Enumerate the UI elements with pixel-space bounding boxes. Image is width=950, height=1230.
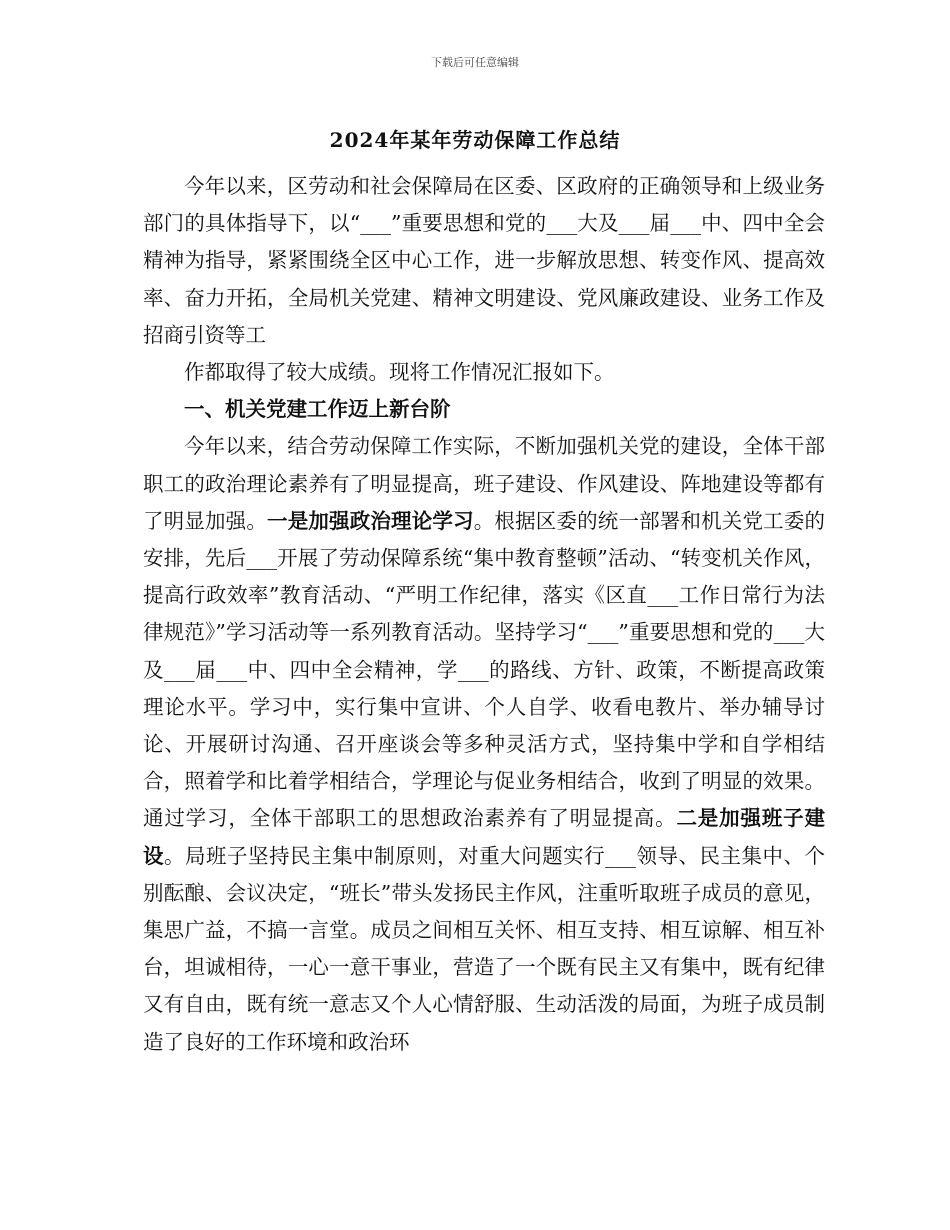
section-1-text-a: 今年以来，结合劳动保障工作实际，不断加强机关党的建设，全体干部职工的政治理论素养有了明显提高，班子建设、作风建设、阵地建设等都有了明显加强。 xyxy=(143,434,825,533)
section-1-bold-b: 二是加强班子建设 xyxy=(143,806,826,868)
document-body xyxy=(143,168,825,1061)
section-1-bold-a: 一是加强政治理论学习 xyxy=(267,508,474,533)
header-note: 下载后可任意编辑 xyxy=(431,56,519,69)
section-1-paragraph xyxy=(143,428,825,1060)
intro-paragraph-2: 作都取得了较大成绩。现将工作情况汇报如下。 xyxy=(184,360,615,385)
section-1-heading: 一、机关党建工作迈上新台阶 xyxy=(184,397,451,422)
document-title: 2024年某年劳动保障工作总结 xyxy=(329,128,621,152)
section-1-text-c: 。局班子坚持民主集中制原则，对重大问题实行___领导、民主集中、个别酝酿、会议决定，“班长”带头发扬民主作风，注重听取班子成员的意见，集思广益，不搞一言堂。成员之间相互关怀、相互支持、相互谅解、相互补台，坦诚相待，一心一意干事业，营造了一个既有民主又有集中，既有纪律又有自由，既有统一意志又个人心情舒服、生动活泼的局面，为班子成员制造了良好的工作环境和政治环 xyxy=(143,843,826,1054)
intro-paragraph-1: 今年以来，区劳动和社会保障局在区委、区政府的正确领导和上级业务部门的具体指导下，以“___”重要思想和党的___大及___届___中、四中全会精神为指导，紧紧围绕全区中心工作，进一步解放思想、转变作风、提高效率、奋力开拓，全局机关党建、精神文明建设、党风廉政建设、业务工作及招商引资等工 xyxy=(143,174,825,347)
section-1-text-b: 。根据区委的统一部署和机关党工委的安排，先后___开展了劳动保障系统“集中教育整顿”活动、“转变机关作风，提高行政效率”教育活动、“严明工作纪律，落实《区直___工作日常行为法律规范》”学习活动等一系列教育活动。坚持学习“___”重要思想和党的___大及___届___中、四中全会精神，学___的路线、方针、政策，不断提高政策理论水平。学习中，实行集中宣讲、个人自学、收看电教片、举办辅导讨论、开展研讨沟通、召开座谈会等多种灵活方式，坚持集中学和自学相结合，照着学和比着学相结合，学理论与促业务相结合，收到了明显的效果。通过学习，全体干部职工的思想政治素养有了明显提高。 xyxy=(143,508,825,831)
